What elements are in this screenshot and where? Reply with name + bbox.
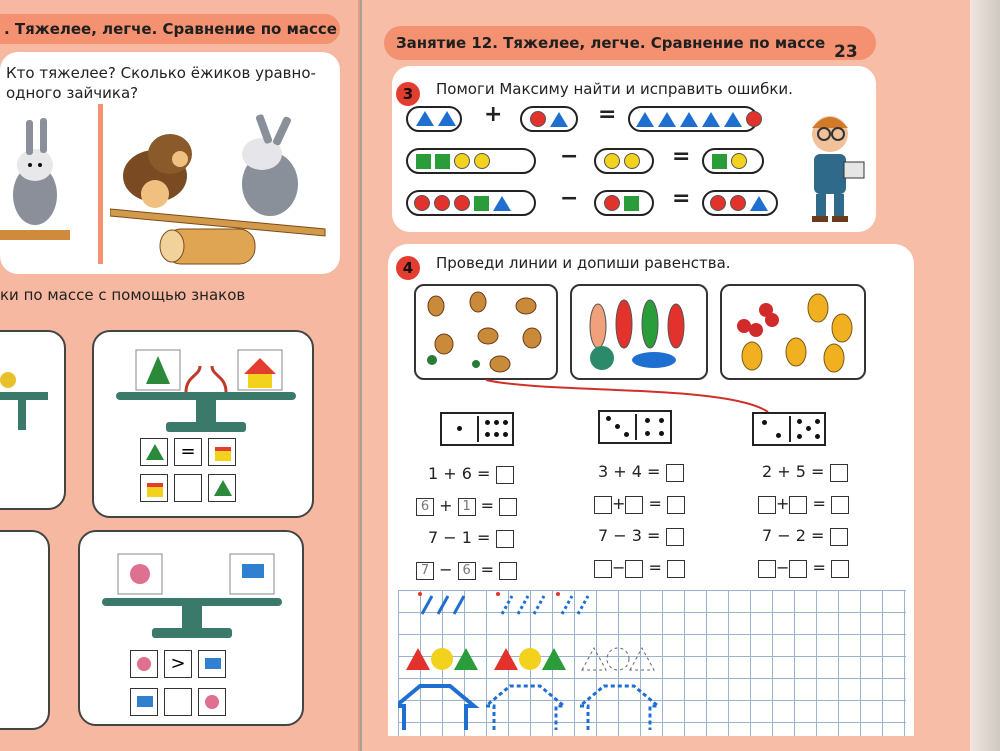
house-card xyxy=(208,438,236,466)
tree-card xyxy=(140,438,168,466)
book-edge xyxy=(970,0,1000,751)
task4-text: Проведи линии и допиши равенства. xyxy=(436,254,731,272)
domino-1-6 xyxy=(440,412,514,446)
tree-icon xyxy=(214,480,232,496)
circle-icon xyxy=(746,111,762,127)
circle-icon xyxy=(454,195,470,211)
triangle-icon xyxy=(550,112,568,127)
square-icon xyxy=(712,154,727,169)
minus-sign: − xyxy=(560,186,579,211)
equation-text: 7 − 3 = xyxy=(598,526,661,545)
flag-icon xyxy=(205,658,221,669)
scale-tree-house-illustration xyxy=(116,346,296,436)
triangle-icon xyxy=(493,196,511,211)
circle-icon xyxy=(414,195,430,211)
answer-box[interactable] xyxy=(594,496,612,514)
operator: + xyxy=(439,496,453,515)
equation-col1-row1 xyxy=(428,464,514,484)
empty-answer-box[interactable] xyxy=(174,474,202,502)
tree-icon xyxy=(146,444,164,460)
shape-row xyxy=(712,153,747,169)
compare-row-2 xyxy=(140,474,236,502)
scale-panel-left-bottom xyxy=(0,530,50,730)
circle-icon xyxy=(710,195,726,211)
scale-illustration xyxy=(0,352,58,432)
bowling-pins-illustration xyxy=(572,286,706,378)
equation-col2-row3 xyxy=(598,526,684,546)
minus-sign: − xyxy=(560,144,579,169)
equation-text: 1 + 6 = xyxy=(428,464,491,483)
scale-panel-flower-flag xyxy=(78,530,304,726)
equation-col3-row2: + = xyxy=(758,494,849,514)
hint-box: 1 xyxy=(458,498,476,516)
triangle-icon xyxy=(680,112,698,127)
task4-badge: 4 xyxy=(396,256,420,280)
copy-patterns xyxy=(398,590,906,736)
hint-box: 6 xyxy=(416,498,434,516)
shape-row xyxy=(416,153,490,169)
answer-box[interactable] xyxy=(789,560,807,578)
square-icon xyxy=(435,154,450,169)
triangle-icon xyxy=(658,112,676,127)
equation-col3-row3 xyxy=(762,526,848,546)
shape-row xyxy=(604,153,640,169)
circle-icon xyxy=(604,153,620,169)
shape-row xyxy=(636,111,762,127)
triangle-icon xyxy=(636,112,654,127)
left-page xyxy=(0,0,360,751)
right-header-title: Занятие 12. Тяжелее, легче. Сравнение по массе xyxy=(396,34,826,52)
flower-icon xyxy=(137,657,151,671)
equation-text: 2 + 5 = xyxy=(762,462,825,481)
equation-col2-row1 xyxy=(598,462,684,482)
operator: − xyxy=(776,558,790,577)
right-page-header xyxy=(384,26,876,60)
compare-row-4 xyxy=(130,688,226,716)
flower-card xyxy=(130,650,158,678)
boy-maxim-illustration xyxy=(800,112,866,224)
answer-box[interactable] xyxy=(666,528,684,546)
hedgehogs-and-bunny-seesaw-illustration xyxy=(110,114,335,269)
shape-row xyxy=(530,111,568,127)
acorns-picture-box[interactable] xyxy=(414,284,558,380)
shape-row xyxy=(416,111,456,126)
task3-badge: 3 xyxy=(396,82,420,106)
circle-icon xyxy=(731,153,747,169)
hint-box: 7 xyxy=(416,562,434,580)
greater-sign-card: > xyxy=(164,650,192,678)
answer-box[interactable] xyxy=(830,528,848,546)
answer-box[interactable] xyxy=(789,496,807,514)
equation-col1-row2: 6 + 1 = xyxy=(416,496,517,516)
equation-col2-row2: + = xyxy=(594,494,685,514)
equal-sign-card: = xyxy=(174,438,202,466)
scale-panel-left-top xyxy=(0,330,66,510)
plus-sign: + xyxy=(484,102,503,127)
answer-box[interactable] xyxy=(625,496,643,514)
fruit-picture-box[interactable] xyxy=(720,284,866,380)
operator: − xyxy=(439,560,453,579)
triangle-icon xyxy=(702,112,720,127)
left-header-title: . Тяжелее, легче. Сравнение по массе xyxy=(4,20,337,38)
square-icon xyxy=(474,196,489,211)
flag-icon xyxy=(137,696,153,707)
circle-icon xyxy=(604,195,620,211)
operator: − xyxy=(612,558,626,577)
left-page-header xyxy=(0,14,340,44)
house-card xyxy=(140,474,168,502)
left-task-panel-top xyxy=(0,52,340,274)
right-page xyxy=(362,0,970,751)
answer-box[interactable] xyxy=(666,464,684,482)
equals-sign: = xyxy=(672,186,691,211)
compare-row-1 xyxy=(140,438,236,466)
left-task-text-line1: Кто тяжелее? Сколько ёжиков уравно- xyxy=(6,64,316,82)
equation-text: 7 − 2 = xyxy=(762,526,825,545)
shape-row xyxy=(604,195,639,211)
tree-card xyxy=(208,474,236,502)
answer-box[interactable] xyxy=(496,466,514,484)
answer-box[interactable] xyxy=(831,496,849,514)
answer-box[interactable] xyxy=(667,496,685,514)
house-icon xyxy=(215,447,231,461)
scale-panel-tree-house xyxy=(92,330,314,518)
square-icon xyxy=(416,154,431,169)
hint-box: 6 xyxy=(458,562,476,580)
equation-col3-row4: − = xyxy=(758,558,849,578)
equation-text: 7 − 1 = xyxy=(428,528,491,547)
acorns-illustration xyxy=(416,286,556,378)
triangle-icon xyxy=(750,196,768,211)
answer-box[interactable] xyxy=(499,562,517,580)
flower-icon xyxy=(205,695,219,709)
answer-box[interactable] xyxy=(758,496,776,514)
circle-icon xyxy=(624,153,640,169)
answer-box[interactable] xyxy=(758,560,776,578)
equation-col2-row4: − = xyxy=(594,558,685,578)
cherries-and-pears-illustration xyxy=(722,286,864,378)
equation-col3-row1 xyxy=(762,462,848,482)
bowling-picture-box[interactable] xyxy=(570,284,708,380)
answer-box[interactable] xyxy=(496,530,514,548)
shape-row xyxy=(710,195,768,211)
answer-box[interactable] xyxy=(594,560,612,578)
circle-icon xyxy=(434,195,450,211)
answer-box[interactable] xyxy=(499,498,517,516)
flag-card xyxy=(198,650,226,678)
triangle-icon xyxy=(416,111,434,126)
equals-sign: = xyxy=(598,102,617,127)
house-icon xyxy=(147,483,163,497)
triangle-icon xyxy=(724,112,742,127)
empty-answer-box[interactable] xyxy=(164,688,192,716)
operator: + xyxy=(776,494,790,513)
triangle-icon xyxy=(438,111,456,126)
task3-text: Помоги Максиму найти и исправить ошибки. xyxy=(436,80,793,98)
flower-card xyxy=(198,688,226,716)
circle-icon xyxy=(454,153,470,169)
circle-icon xyxy=(730,195,746,211)
equals-sign: = xyxy=(672,144,691,169)
left-task2-text: ки по массе с помощью знаков xyxy=(0,286,246,304)
circle-icon xyxy=(530,111,546,127)
equation-text: 3 + 4 = xyxy=(598,462,661,481)
compare-row-3 xyxy=(130,650,226,678)
task3-panel xyxy=(392,66,876,232)
answer-box[interactable] xyxy=(625,560,643,578)
scale-flower-flag-illustration xyxy=(102,546,282,642)
flag-card xyxy=(130,688,158,716)
circle-icon xyxy=(474,153,490,169)
shape-row xyxy=(414,195,511,211)
task4-panel xyxy=(388,244,914,736)
page-number: 23 xyxy=(834,42,858,62)
left-task-text-line2: одного зайчика? xyxy=(6,84,139,102)
domino-3-4 xyxy=(598,410,672,444)
answer-box[interactable] xyxy=(667,560,685,578)
operator: + xyxy=(612,494,626,513)
equation-col1-row3 xyxy=(428,528,514,548)
bunny-on-seesaw-illustration xyxy=(0,110,90,260)
square-icon xyxy=(624,196,639,211)
copybook-grid[interactable] xyxy=(398,590,906,736)
answer-box[interactable] xyxy=(830,464,848,482)
equation-col1-row4: 7 − 6 = xyxy=(416,560,517,580)
orange-divider xyxy=(98,104,103,264)
domino-2-5 xyxy=(752,412,826,446)
answer-box[interactable] xyxy=(831,560,849,578)
